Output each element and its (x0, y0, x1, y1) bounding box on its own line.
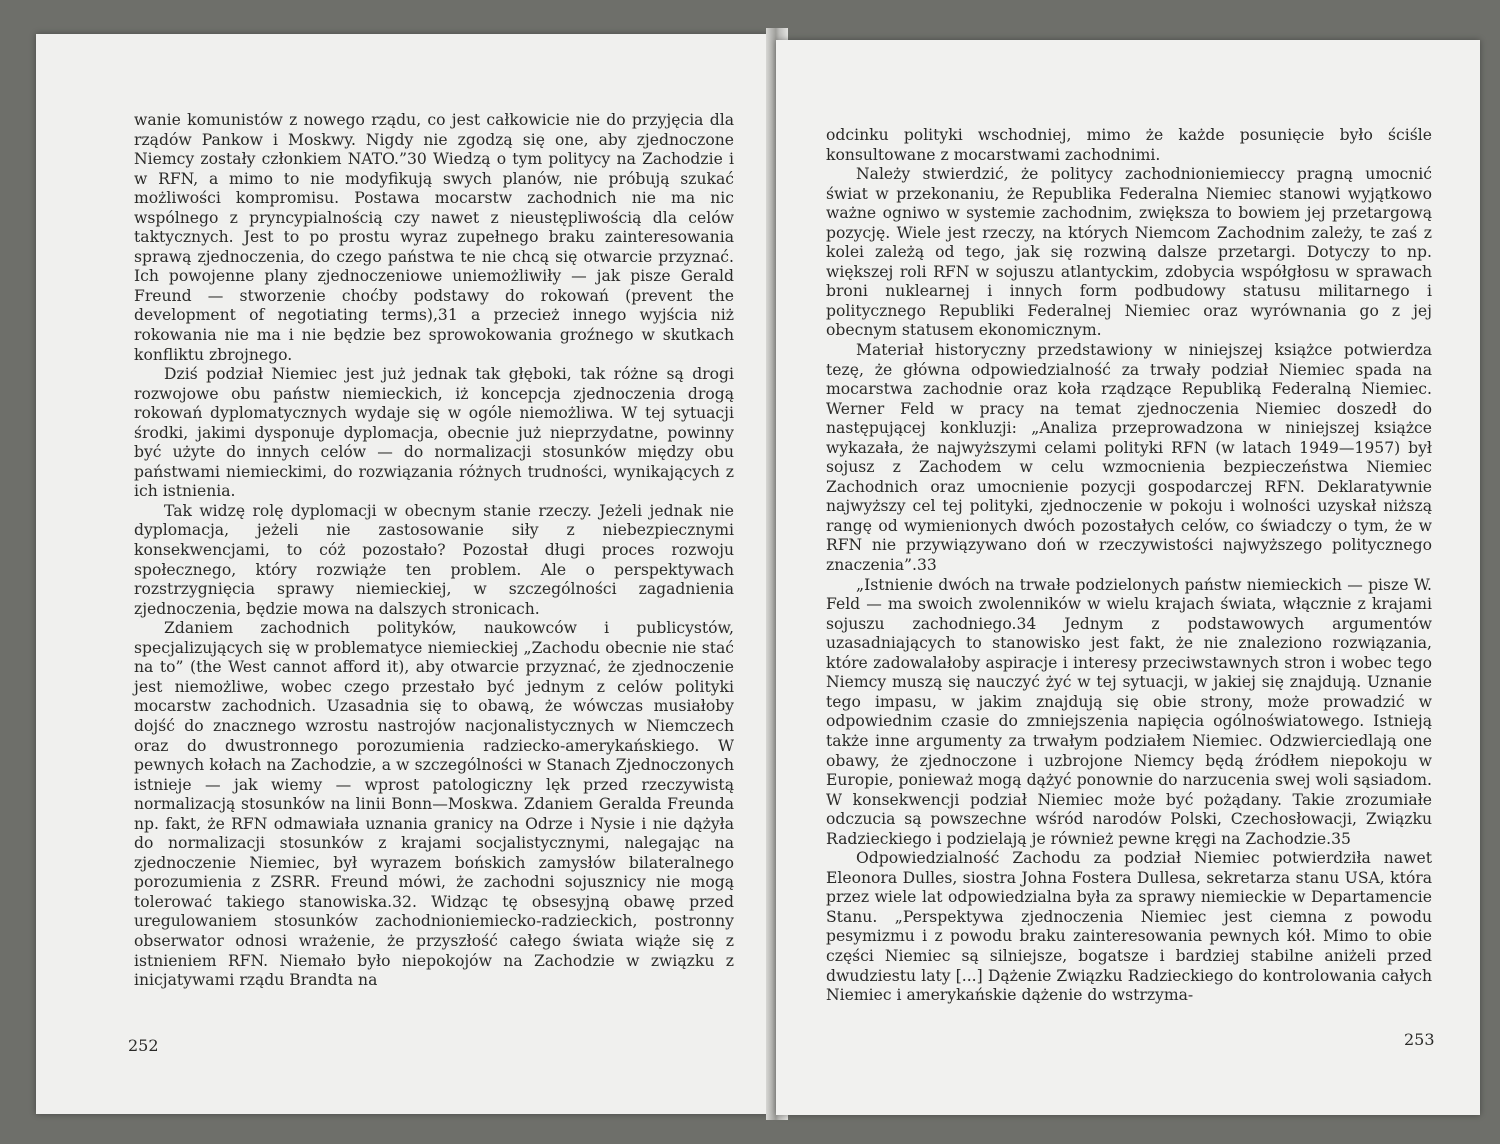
page-number: 253 (1404, 1030, 1435, 1049)
left-page (36, 34, 774, 1114)
paragraph: wanie komunistów z nowego rządu, co jest całkowicie nie do przyjęcia dla rządów Pankow i Moskwy. Nigdy nie zgodzą się one, aby zjednoczone Niemcy zostały członkiem NATO.”30 Wiedzą o tym politycy na Zachodzie i w RFN, a mimo to nie modyfikują swych planów, nie próbują szukać możliwości kompromisu. Postawa mocarstw zachodnich nie ma nic wspólnego z pryncypialnością czy nawet z nieustępliwością dla celów taktycznych. Jest to po prostu wyraz zupełnego braku zainteresowania sprawą zjednoczenia, do czego państwa te nie chcą się otwarcie przyznać. Ich powojenne plany zjednoczeniowe uniemożliwiły — jak pisze Gerald Freund — stworzenie choćby podstawy do rokowań (prevent the development of negotiating terms),31 a przecież innego wyjścia niż rokowania nie ma i nie będzie bez sprowokowania groźnego w skutkach konfliktu zbrojnego. (134, 111, 734, 364)
paragraph: Odpowiedzialność Zachodu za podział Niemiec potwierdziła nawet Eleonora Dulles, siostra Johna Fostera Dullesa, sekretarza stanu USA, która przez wiele lat odpowiedzialna była za sprawy niemieckie w Departamencie Stanu. „Perspektywa zjednoczenia Niemiec jest ciemna z powodu pesymizmu i z powodu braku zainteresowania pewnych kół. Mimo to obie części Niemiec są silniejsze, bogatsze i bardziej stabilne aniżeli przed dwudziestu laty [...] Dążenie Związku Radzieckiego do kontrolowania całych Niemiec i amerykańskie dążenie do wstrzyma- (826, 849, 1432, 1005)
page-number: 252 (128, 1036, 159, 1055)
paragraph: Należy stwierdzić, że politycy zachodnioniemieccy pragną umocnić świat w przekonaniu, że Republika Federalna Niemiec stanowi wyjątkowo ważne ogniwo w systemie zachodnim, zwiększa to bowiem jej przetargową pozycję. Wiele jest rzeczy, na których Niemcom Zachodnim zależy, te zaś z kolei zależą od tego, jak się rozwiną dalsze przetargi. Dotyczy to np. większej roli RFN w sojuszu atlantyckim, zdobycia współgłosu w sprawach broni nuklearnej i innych form podbudowy statusu militarnego i politycznego Republiki Federalnej Niemiec oraz wyrównania go z jej obecnym statusem ekonomicznym. (826, 165, 1432, 340)
paragraph: Materiał historyczny przedstawiony w niniejszej książce potwierdza tezę, że główna odpowiedzialność za trwały podział Niemiec spada na mocarstwa zachodnie oraz koła rządzące Republiką Federalną Niemiec. Werner Feld w pracy na temat zjednoczenia Niemiec doszedł do następującej konkluzji: „Analiza przeprowadzona w niniejszej książce wykazała, że najwyższymi celami polityki RFN (w latach 1949—1957) był sojusz z Zachodem w celu wzmocnienia bezpieczeństwa Niemiec Zachodnich oraz umocnienie pozycji gospodarczej RFN. Deklaratywnie najwyższy cel tej polityki, zjednoczenie w pokoju i wolności uzyskał niższą rangę od wymienionych dwóch pozostałych celów, co świadczy o tym, że w RFN nie przywiązywano doń w rzeczywistości najwyższego politycznego znaczenia”.33 (826, 341, 1432, 575)
paragraph: Tak widzę rolę dyplomacji w obecnym stanie rzeczy. Jeżeli jednak nie dyplomacja, jeżeli nie zastosowanie siły z niebezpiecznymi konsekwencjami, to cóż pozostało? Pozostał długi proces rozwoju społecznego, który rozwiąże ten problem. Ale o perspektywach rozstrzygnięcia sprawy niemieckiej, w szczególności zagadnienia zjednoczenia, będzie mowa na dalszych stronicach. (134, 501, 734, 618)
book-spread (30, 28, 1470, 1120)
paragraph: Dziś podział Niemiec jest już jednak tak głęboki, tak różne są drogi rozwojowe obu państw niemieckich, iż koncepcja zjednoczenia drogą rokowań dyplomatycznych wydaje się w ogóle niemożliwa. W tej sytuacji środki, jakimi dysponuje dyplomacja, obecnie już nieprzydatne, powinny być użyte do innych celów — do normalizacji stosunków między obu państwami niemieckimi, do rozwiązania różnych trudności, wynikających z ich istnienia. (134, 365, 734, 501)
right-page (776, 40, 1480, 1115)
paragraph: odcinku polityki wschodniej, mimo że każde posunięcie było ściśle konsultowane z mocarstwami zachodnimi. (826, 126, 1432, 164)
left-page-text (134, 111, 734, 991)
right-page-text (826, 126, 1432, 1006)
paragraph: Zdaniem zachodnich polityków, naukowców i publicystów, specjalizujących się w problematyce niemieckiej „Zachodu obecnie nie stać na to” (the West cannot afford it), aby otwarcie przyznać, że zjednoczenie jest niemożliwe, wobec czego przestało być jednym z celów polityki mocarstw zachodnich. Uzasadnia się to obawą, że wówczas musiałoby dojść do znacznego wzrostu nastrojów nacjonalistycznych w Niemczech oraz do dwustronnego porozumienia radziecko-amerykańskiego. W pewnych kołach na Zachodzie, a w szczególności w Stanach Zjednoczonych istnieje — jak wiemy — wprost patologiczny lęk przed rzeczywistą normalizacją stosunków na linii Bonn—Moskwa. Zdaniem Geralda Freunda np. fakt, że RFN odmawiała uznania granicy na Odrze i Nysie i nie dążyła do normalizacji stosunków z krajami socjalistycznymi, nalegając na zjednoczenie Niemiec, był wyrazem bońskich zamysłów bilateralnego porozumienia z ZSRR. Freund mówi, że zachodni sojusznicy nie mogą tolerować takiego stanowiska.32. Widząc tę obsesyjną obawę przed uregulowaniem stosunków zachodnioniemiecko-radzieckich, postronny obserwator odnosi wrażenie, że przyszłość całego świata wiąże się z istnieniem RFN. Niemało było niepokojów na Zachodzie w związku z inicjatywami rządu Brandta na (134, 619, 734, 990)
paragraph: „Istnienie dwóch na trwałe podzielonych państw niemieckich — pisze W. Feld — ma swoich zwolenników w wielu krajach świata, włącznie z krajami sojuszu zachodniego.34 Jednym z podstawowych argumentów uzasadniających to stanowisko jest fakt, że nie znaleziono rozwiązania, które zadowalałoby aspiracje i interesy przeciwstawnych stron i wobec tego Niemcy muszą się nauczyć żyć w tej sytuacji, w jakiej się znajdują. Uznanie tego impasu, w jakim znajdują się obie strony, może prowadzić w odpowiednim czasie do zmniejszenia napięcia ogólnoświatowego. Istnieją także inne argumenty za trwałym podziałem Niemiec. Odzwierciedlają one obawy, że zjednoczone i uzbrojone Niemcy będą źródłem niepokoju w Europie, ponieważ mogą dążyć ponownie do narzucenia swej woli sąsiadom. W konsekwencji podział Niemiec może być pożądany. Takie zrozumiałe odczucia są powszechne wśród narodów Polski, Czechosłowacji, Związku Radzieckiego i podzielają je również pewne kręgi na Zachodzie.35 (826, 575, 1432, 848)
